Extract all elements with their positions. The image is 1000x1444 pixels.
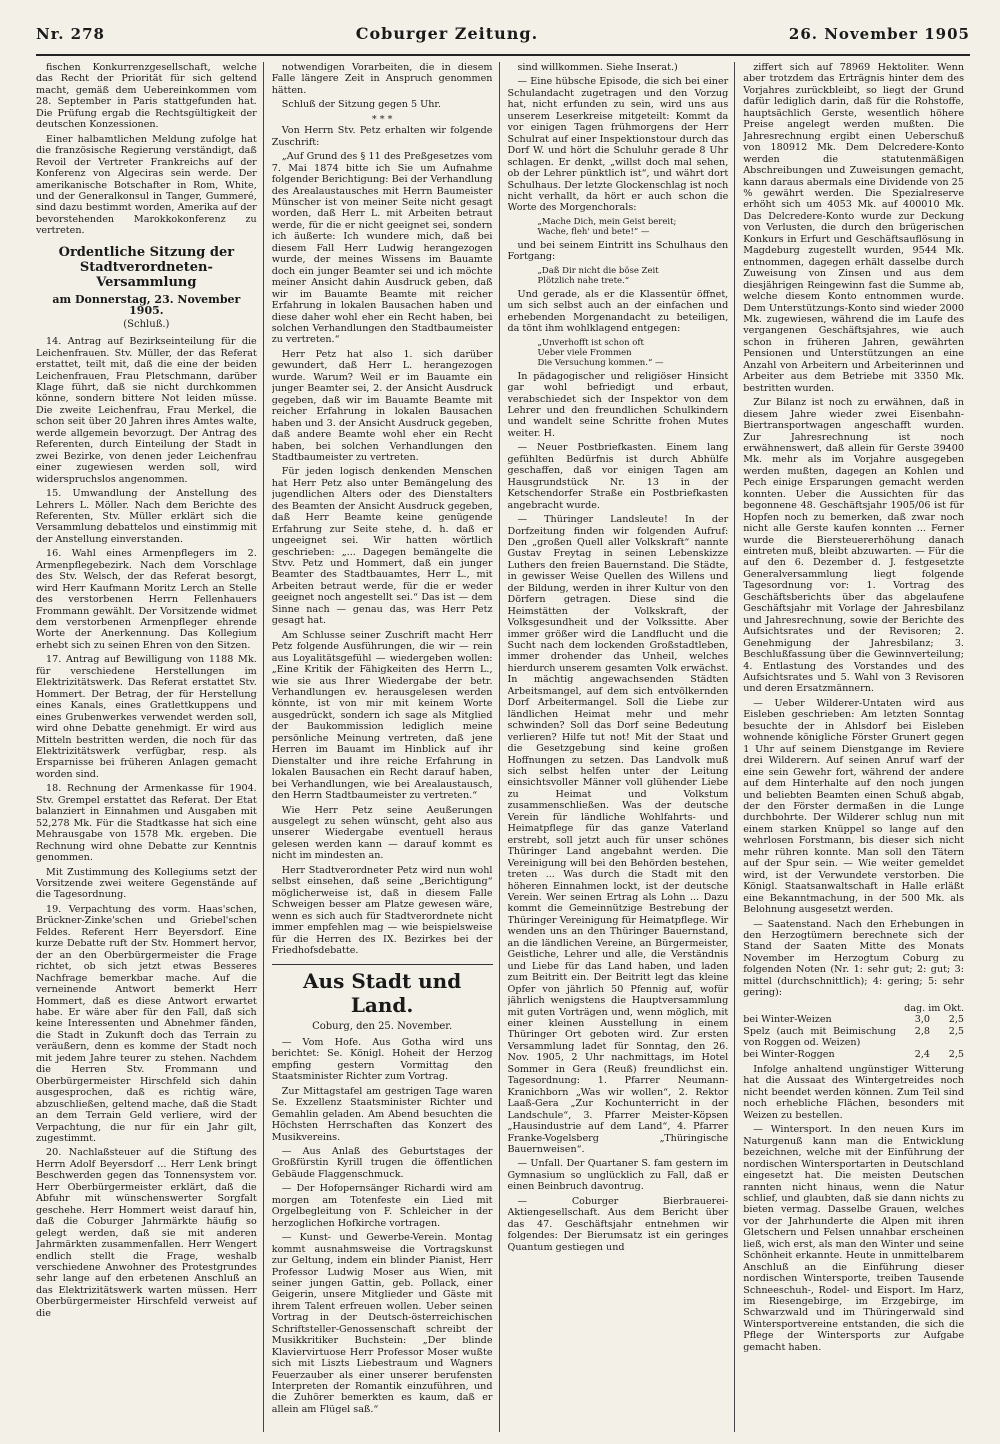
paragraph: Von Herrn Stv. Petz erhalten wir folgende Zuschrift: [271, 125, 493, 148]
poem-verse [538, 338, 729, 368]
paragraph: — Kunst- und Gewerbe-Verein. Montag kommt ausnahmsweise die Vortragskunst zur Geltung, indem ein blinder Pianist, Herr Professor Ludwig Moser aus Wien, mit seiner jungen Gattin, geb. Pollack, einer Geigerin, unsere Mitglieder und Gäste mit ihrem Talent erfreuen wollen. Ueber seinen Vortrag in der Deutsch-österreichischen Schriftsteller-Genossenschaft schreibt der Musikkritiker Buchstein: „Der blinde Klaviervirtuose Herr Professor Moser wußte sich mit Liszts Liebestraum und Wagners Feuerzauber als einer unserer berufensten Interpreten der Romantik einzuführen, und die Zuhörer bemerkten es kaum, daß er allein am Flügel saß.“ [271, 1232, 493, 1415]
paragraph: Wie Herr Petz seine Aeußerungen ausgelegt zu sehen wünscht, geht also aus unserer Wiedergabe eventuell heraus gelesen werden kann — darauf kommt es nicht im mindesten an. [271, 804, 493, 862]
column-1 [36, 62, 264, 1432]
poem-line: „Unverhofft ist schon oft [537, 337, 644, 348]
table-row [743, 1026, 964, 1049]
paragraph: „Auf Grund des § 11 des Preßgesetzes vom 7. Mai 1874 bitte ich Sie um Aufnahme folgender Berichtigung: Bei der Verhandlung des Arealaustausches mit Herrn Baumeister Münscher ist von meiner Seite nicht gesagt worden, daß Herr L. mit Arbeiten betraut werde, für die er nicht geeignet sei, sondern ich äußerte: Ich wundere mich, daß bei diesem Fall Herr Ludwig herangezogen wurde, der meines Wissens im Bauamte doch ein junger Beamter sei und ich möchte meiner Ansicht dahin Ausdruck geben, daß wir im Bauamte Beamte mit reicher Erfahrung in lokalen Bausachen haben und diese daher wohl eher ein Recht haben, bei solchen Verhandlungen den Stadtbaumeister zu vertreten.“ [271, 151, 493, 346]
paragraph: — Coburger Bierbrauerei-Aktiengesellschaft. Aus dem Bericht über das 47. Geschäftsjahr entnehmen wir folgendes: Der Bierumsatz ist ein geringes Quantum gestiegen und [507, 1195, 729, 1253]
paragraph: Am Schlusse seiner Zuschrift macht Herr Petz folgende Ausführungen, die wir — rein aus Loyalitätsgefühl — wiedergeben wollen: „Eine Kritik der Fähigkeiten des Herrn L., wie sie aus Ihrer Wiedergabe der betr. Verhandlungen ev. herausgelesen werden könnte, ist von mir mit keinem Worte ausgedrückt, sondern ich sage als Mitglied der Baukommission lediglich meine persönliche Meinung vertreten, daß jene Herren im Bauamt im Hinblick auf ihr Dienstalter und ihre reiche Erfahrung in lokalen Bausachen ein Recht darauf haben, bei Verhandlungen, wie bei Arealaustausch, den Herrn Stadtbaumeister zu vertreten.“ [271, 629, 493, 802]
meeting-title: Ordentliche Sitzung der Stadtverordneten-Versammlung [58, 244, 235, 290]
paragraph: — Wintersport. In den neuen Kurs im Naturgenuß kann man die Entwicklung bezeichnen, welche mit der Einführung der nordischen Wintersportarten in Deutschland eingesetzt hat. Die meisten Deutschen rannten nicht hinaus, wenn die Natur schlief, und glaubten, daß sie dann nichts zu bieten vermag. Dasselbe Grauen, welches vor der Jahrhunderte die Alpen mit ihren Gletschern und Felsen unnahbar erscheinen ließ, wich erst, als man den Winter und seine Schönheit erkannte. Heute in unmittelbarem Anschluß an die Einführung dieser nordischen Wintersporte, treiben Tausende Schneeschuh-, Rodel- und Eisport. Im Harz, im Riesengebirge, im Erzgebirge, im Schwarzwald und im Thüringerwald sind Wintersportvereine entstanden, die sich die Pflege der Wintersports zur Aufgabe gemacht haben. [743, 1124, 964, 1353]
paragraph: und bei seinem Eintritt ins Schulhaus den Fortgang: [507, 239, 729, 263]
crop-table-header [743, 1003, 964, 1014]
paragraph: Schluß der Sitzung gegen 5 Uhr. [281, 99, 441, 111]
paragraph: 17. Antrag auf Bewilligung von 1188 Mk. für verschiedene Herstellungen im Elektrizitätswerk. Das Referat erstattet Stv. Hommert. Der Betrag, der für Herstellung eines Kanals, eines Gratlettkuppens und eines Grubenwerkes verwendet werden soll, wird ohne Debatte genehmigt. Er wird aus Mitteln bestritten werden, die noch für das Elektrizitätswerk verfügbar, resp. als Ersparnisse bei früheren Anlagen gemacht worden sind. [36, 654, 257, 780]
row-okt: 2,5 [948, 1014, 964, 1026]
paragraph: notwendigen Vorarbeiten, die in diesem Falle längere Zeit in Anspruch genommen hätten. [271, 62, 493, 96]
paragraph: sind willkommen. Siehe Inserat.) [517, 62, 678, 73]
row-note: 3,0 [914, 1014, 930, 1026]
paragraph: 20. Nachlaßsteuer auf die Stiftung des Herrn Adolf Beyersdorf ... Herr Lenk bringt Beschwerden gegen das Tonnensystem vor. Herr Oberbürgermeister erklärt, daß die Abfuhr mit wünschenswerter Sorgfalt geschehe. Herr Hommert weist darauf hin, daß die Coburger Jahrmärkte häufig so gelegt werden, daß sie mit anderen Jahrmärkten zusammenfallen. Herr Wengert endlich stellt die Frage, weshalb verschiedene Anwohner des Protestgrundes sehr lange auf den erbetenen Anschluß an das Elektrizitätswerk warten müssen. Herr Oberbürgermeister Hirschfeld verweist auf die [36, 1147, 257, 1319]
poem-line: Die Versuchung kommen.“ — [537, 357, 664, 368]
poem-line: Ueber viele Frommen [537, 347, 632, 358]
table-row [743, 1014, 964, 1025]
row-label: bei Winter-Weizen [743, 1014, 832, 1026]
newspaper-title: Coburger Zeitung. [355, 24, 539, 43]
meeting-date: am Donnerstag, 23. November 1905. [52, 292, 241, 318]
row-note: 2,8 [914, 1025, 930, 1037]
poem-line: „Mache Dich, mein Geist bereit; [537, 216, 677, 227]
paragraph: 19. Verpachtung des vorm. Haas'schen, Brückner-Zinke'schen und Griebel'schen Feldes. Referent Herr Beyersdorf. Eine kurze Debatte ruft der Stv. Hommert hervor, der an den Oberbürgermeister die Frage richtet, ob sich jetzt etwas Besseres Nachfrage bemerkbar mache. Auf die verneinende Antwort bemerkt Herr Hommert, daß es diese Antwort erwartet habe. Er wäre aber für den Fall, daß sich keine Interessenten und Abnehmer fänden, die Stadt in Zukunft doch das Terrain zu veräußern, denn es komme der Stadt noch mit jedem Jahre teurer zu stehen. Nachdem die Herren Stv. Frommann und Oberbürgermeister Hirschfeld sich dahin ausgesprochen, daß es richtig wäre, abzuschließen, geltend mache, daß die Stadt an dem Terrain Geld verliere, wird der Verpachtung, die nur für ein Jahr gilt, zugestimmt. [36, 903, 257, 1144]
table-head: dag. im Okt. [904, 1002, 964, 1014]
paragraph: Infolge anhaltend ungünstiger Witterung hat die Aussaat des Wintergetreides noch nicht beendet werden können. Zum Teil sind noch erhebliche Flächen, besonders mit Weizen zu bestellen. [743, 1063, 964, 1121]
poem-line: Wache, fleh' und bete!“ — [537, 226, 650, 237]
paragraph: 14. Antrag auf Bezirkseinteilung für die Leichenfrauen. Stv. Müller, der das Referat erstattet, teilt mit, daß die eine der beiden Leichenfrauen, Frau Pletschmann, darüber Klage führt, daß sie nicht durchkommen könne, sondern bittere Not leiden müsse. Die zweite Leichenfrau, Frau Merkel, die schon seit über 20 Jahren ihres Amtes walte, werde allgemein bevorzugt. Der Antrag des Referenten, durch Einteilung der Stadt in zwei Bezirke, von denen jeder Leichenfrau einer zugewiesen werden soll, wird widerspruchslos angenommen. [36, 336, 257, 485]
row-label: bei Winter-Roggen [743, 1048, 835, 1060]
columns [36, 62, 970, 1432]
paragraph: — Unfall. Der Quartaner S. fam gestern im Gymnasium so unglücklich zu Fall, daß er einen Beinbruch davontrug. [507, 1158, 729, 1193]
separator-stars: * * * [371, 113, 393, 125]
paragraph: — Der Hofopernsänger Richardi wird am morgen am Totenfeste ein Lied mit Orgelbegleitung von F. Schleicher in der herzoglichen Hofkirche vortragen. [271, 1183, 493, 1229]
poem-line: „Daß Dir nicht die böse Zeit [537, 265, 659, 276]
paragraph: Mit Zustimmung des Kollegiums setzt der Vorsitzende zwei weitere Gegenstände auf die Tagesordnung. [36, 866, 257, 901]
row-okt: 2,5 [948, 1048, 964, 1060]
paragraph: Für jeden logisch denkenden Menschen hat Herr Petz also unter Bemängelung des jugendlichen Alters oder des Dienstalters des Beamten der Ansicht Ausdruck gegeben, daß Herr Beamte keine genügende Erfahrung zur Seite stehe, d. h. daß er ungeeignet sei. Wir hatten wörtlich geschrieben: „... Dagegen bemängelte die Stvv. Petz und Hommert, daß ein junger Beamter des Stadtbauamtes, Herr L., mit Arbeiten betraut werde, für die er weder geeignet noch angestellt sei.“ Das ist — dem Sinne nach — genau das, was Herr Petz gesagt hat. [271, 466, 493, 627]
paragraph: — Saatenstand. Nach den Erhebungen in den Herzogtümern berechnete sich der Stand der Saaten Mitte des Monats November im Herzogtum Coburg zu folgenden Noten (Nr. 1: sehr gut; 2: gut; 3: mittel (durchschnittlich); 4: gering; 5: sehr gering): [743, 918, 964, 999]
paragraph: ziffert sich auf 78969 Hektoliter. Wenn aber trotzdem das Erträgnis hinter dem des Vorjahres zurückbleibt, so liegt der Grund dafür lediglich darin, daß für die Rohstoffe, hauptsächlich Gerste, wesentlich höhere Preise angelegt werden mußten. Die Jahresrechnung ergibt einen Ueberschuß von 180912 Mk. Dem Delcredere-Konto werden die statutenmäßigen Abschreibungen und Zuweisungen gemacht, kann daraus abermals eine Dividende von 25 % gewährt werden. Die Spezialreserve erhöht sich um 4053 Mk. auf 400010 Mk. Das Delcredere-Konto wurde zur Deckung von Verlusten, die durch den brügerischen Konkurs in Erfurt und Geschäftsauflösung in Magdeburg zugestellt wurden, 9544 Mk. entnommen, dagegen erhält dasselbe durch Zuweisung von Zinsen und aus dem diesjährigen Reingewinn fast die Summe ab, welche diesem Konto entnommen wurde. Dem Unterstützungs-Konto sind wieder 2000 Mk. zugewiesen, während die im Laufe des vergangenen Geschäftsjahres, wie auch schon in früheren Jahren, gewährten Pensionen und Unterstützungen an eine Anzahl von Arbeitern und Arbeiterinnen und Arbeiter aus dem Betriebe mit 3350 Mk. bestritten wurden. [743, 62, 964, 394]
row-label: Spelz (auch mit Beimischung von Roggen od. Weizen) [743, 1025, 896, 1049]
column-4 [743, 62, 970, 1432]
poem-verse [538, 266, 729, 286]
issue-date: 26. November 1905 [788, 25, 970, 43]
crop-table [743, 1003, 964, 1060]
column-2 [272, 62, 500, 1432]
paragraph: Herr Stadtverordneter Petz wird nun wohl selbst einsehen, daß seine „Berichtigung“ möglicherweise ist, daß in diesem Falle Schweigen besser am Platze gewesen wäre, wenn es sich auch für Stadtverordnete nicht immer empfehlen mag — wie beispielsweise für die Herren des IX. Bezirkes bei der Friedhofsdebatte. [271, 864, 493, 956]
paragraph: Zur Bilanz ist noch zu erwähnen, daß in diesem Jahre wieder zwei Eisenbahn-Biertransportwagen angeschafft wurden. Zur Jahresrechnung ist noch erwähnenswert, daß allein für Gerste 39400 Mk. mehr als im Vorjahre ausgegeben werden mußten, dagegen an Kohlen und Pech einige Ersparungen gemacht werden konnten. Ueber die Aussichten für das begonnene 48. Geschäftsjahr 1905/06 ist für Hopfen noch zu bemerken, daß zwar noch nicht alle Gerste kaufen konnten ... Ferner wurde die Biersteuererhöhung danach eintreten muß, bleibt abzuwarten. — Für die auf den 6. Dezember d. J. festgesetzte Generalversammlung liegt folgende Tagesordnung vor: 1. Vortrag des Geschäftsberichts über das abgelaufene Geschäftsjahr mit Vorlage der Jahresbilanz und Jahresrechnung, sowie der Berichte des Aufsichtsrates und der Revisoren; 2. Genehmigung der Jahresbilanz; 3. Beschlußfassung über die Gewinnverteilung; 4. Entlastung des Vorstandes und des Aufsichtsrates und 5. Wahl von 3 Revisoren und deren Ersatzmännern. [743, 397, 964, 695]
issue-number: Nr. 278 [36, 25, 105, 43]
paragraph: 15. Umwandlung der Anstellung des Lehrers L. Möller. Nach dem Berichte des Referenten, Stv. Müller erklärt sich die Versammlung debattelos und einstimmig mit der Anstellung einverstanden. [36, 488, 257, 545]
paragraph: Einer halbamtlichen Meldung zufolge hat die französische Regierung verständigt, daß Revoil der Vertreter Frankreichs auf der Konferenz von Algeciras sein werde. Der amerikanische Botschafter in Rom, White, und der Generalkonsul in Tanger, Gummeré, sind dazu bestimmt worden, Amerika auf der bevorstehenden Marokkokonferenz zu vertreten. [36, 133, 257, 237]
paragraph: 18. Rechnung der Armenkasse für 1904. Stv. Grempel erstattet das Referat. Der Etat balanziert in Einnahmen und Ausgaben mit 52,278 Mk. Für die Stadtkasse hat sich eine Mehrausgabe von 1578 Mk. ergeben. Die Rechnung wird ohne Debatte zur Kenntnis genommen. [36, 783, 257, 864]
paragraph: Zur Mittagstafel am gestrigen Tage waren Se. Exzellenz Staatsminister Richter und Gemahlin geladen. Am Abend besuchten die Höchsten Herrschaften das Konzert des Musikvereins. [271, 1085, 493, 1143]
paragraph: Und gerade, als er die Klassentür öffnet, um sich selbst auch an der einfachen und erhebenden Morgenandacht zu beteiligen, da tönt ihm wohlklagend entgegen: [507, 288, 729, 335]
paragraph: — Thüringer Landsleute! In der Dorfzeitung finden wir folgenden Aufruf: Den „großen Quell aller Volkskraft“ nannte Gustav Freytag in seinen Lebenskizze Luthers den freien Bauernstand. Die Städte, in gewisser Weise Quellen des Willens und der Bildung, werden in ihrer Kultur von den Dörfern getragen. Diese sind die Heimstätten der Volkskraft, der Volksgesundheit und der Volkssitte. Aber immer größer wird die Landflucht und die Sucht nach dem lockenden Großstadtleben, immer drohender das Unheil, welches hierdurch unserem gesamten Volk erwächst. In mächtig angewachsenden Städten Arbeitsmangel, auf dem sich entvölkernden Dorf Arbeitermangel. Soll die Liebe zur ländlichen Heimat mehr und mehr schwinden? Soll das Dorf seine Bedeutung verlieren? Hilfe tut not! Mit der Staat und die Gesetzgebung sind keine großen Hoffnungen zu setzen. Das Landvolk muß sich selbst helfen unter der Leitung einsichtsvoller Männer voll glühender Liebe zu Heimat und Volkstum zusammenschließen. Was der deutsche Verein für ländliche Wohlfahrts- und Heimatpflege für das ganze Vaterland erstrebt, soll jetzt auch für unser schönes Thüringer Land angebahnt werden. Die Vereinigung will bei den Behörden bestehen, treten ... Was durch die Stadt mit den höheren Einnahmen lockt, ist der deutsche Verein. Wer seinen Ertrag als Lohn ... Dazu kommt die Gemeinnützige Bestrebung der Thüringer Vereinigung für Heimatpflege. Wir wenden uns an den Thüringer Bauernstand, an die ländlichen Vereine, an Bürgermeister, Geistliche, Lehrer und alle, die Verständnis und Liebe für das Land haben, und laden zum Beitritt ein. Der Beitritt legt das kleine Opfer von jährlich 50 Pfennig auf, wofür jährlich wenigstens die Hauptversammlung mit guten Vorträgen und, wenn möglich, mit einer kleinen Ausstellung in einem Thüringer Ort geboten wird. Zur ersten Versammlung ladet für Sonntag, den 26. Nov. 1905, 2 Uhr nachmittags, im Hotel Sommer in Gera (Reuß) freundlichst ein. Tagesordnung: 1. Pfarrer Neumann-Kranichborn „Was wir wollen“, 2. Rektor Laaß-Gera „Zur Kochunterricht in der Landschule“, 3. Pfarrer Meister-Köpsen „Hausindustrie auf dem Land“, 4. Pfarrer Franke-Vogelsberg „Thüringische Bauernweisen“. [507, 514, 729, 1155]
table-row [743, 1049, 964, 1060]
column-3 [508, 62, 736, 1432]
paragraph: — Eine hübsche Episode, die sich bei einer Schulandacht zugetragen und den Vorzug hat, nicht erfunden zu sein, wird uns aus unserem Leserkreise mitgeteilt: Kommt da vor einigen Tagen frühmorgens der Herr Schulrat auf einer Inspektionstour durch das Dorf W. und hört die Schuluhr gerade 8 Uhr schlagen. Er denkt, „willst doch mal sehen, ob der Lehrer pünktlich ist“, und währt dort Schulhaus. Der letzte Glockenschlag ist noch nicht verhallt, da hört er auch schon die Worte des Morgenchorals: [507, 76, 729, 214]
paragraph: In pädagogischer und religiöser Hinsicht gar wohl befriedigt und erbaut, verabschiedet sich der Inspektor von dem Lehrer und den freundlichen Schulkindern und wandelt seine Schritte frohen Mutes weiter. H. [507, 370, 729, 439]
meeting-heading [36, 245, 257, 330]
row-note: 2,4 [914, 1048, 930, 1060]
section-title: Aus Stadt und Land. [272, 964, 493, 1017]
paragraph: 16. Wahl eines Armenpflegers im 2. Armenpflegebezirk. Nach dem Vorschlage des Stv. Welsch, der das Referat besorgt, wird Herr Kaufmann Moritz Lerch an Stelle des verstorbenen Herrn Fellenhauers Frommann gewählt. Der Vorsitzende widmet dem verstorbenen Armenpfleger ehrende Worte der Anerkennung. Das Kollegium erhebt sich zu seinen Ehren von den Sitzen. [36, 548, 257, 651]
poem-verse [538, 217, 729, 237]
masthead [36, 24, 970, 56]
row-okt: 2,5 [948, 1025, 964, 1037]
paragraph: — Neuer Postbriefkasten. Einem lang gefühlten Bedürfnis ist durch Abhülfe geschaffen, daß vor einigen Tagen am Hausgrundstück Nr. 13 in der Ketschendorfer Straße ein Postbriefkasten angebracht wurde. [507, 442, 729, 511]
paragraph: — Vom Hofe. Aus Gotha wird uns berichtet: Se. Königl. Hoheit der Herzog empfing gestern Vormittag den Staatsminister Richter zum Vortrag. [271, 1036, 493, 1083]
dateline: Coburg, den 25. November. [312, 1021, 453, 1033]
paragraph: — Ueber Wilderer-Untaten wird aus Eisleben geschrieben: Am letzten Sonntag besuchte der in Ahlsdorf bei Eisleben wohnende königliche Förster Grunert gegen 1 Uhr auf seinem Dienstgange im Reviere drei Wilderern. Auf seinen Anruf warf der eine sein Gewehr fort, während der andere auf dem Hinterhalte auf den noch jungen und beliebten Beamten einen Schuß abgab, der den Förster dermaßen in die Lunge durchbohrte. Der Wilderer schlug nun mit einem starken Knüppel so lange auf den wehrlosen Forstmann, bis dieser sich nicht mehr rühren konnte. Man soll den Tätern auf der Spur sein. — Wie weiter gemeldet wird, ist der Verwundete verstorben. Die Königl. Staatsanwaltschaft in Halle erläßt eine Bekanntmachung, in der 500 Mk. als Belohnung ausgesetzt werden. [743, 697, 964, 916]
paragraph: Herr Petz hat also 1. sich darüber gewundert, daß Herr L. herangezogen wurde. Warum? Weil er im Bauamte ein junger Beamter sei, 2. der Ansicht Ausdruck gegeben, daß wir im Bauamte Beamte mit reicher Erfahrung in lokalen Bausachen haben und 3. der Ansicht Ausdruck gegeben, daß andere Beamte wohl eher ein Recht haben, bei solchen Verhandlungen den Stadtbaumeister zu vertreten. [271, 348, 493, 463]
paragraph: fischen Konkurrenzgesellschaft, welche das Recht der Priorität für sich geltend macht, gemäß dem Uebereinkommen vom 28. September in Paris stattgefunden hat. Die Prüfung ergab die Rechtsgültigkeit der deutschen Konzessionen. [36, 62, 257, 131]
paragraph: — Aus Anlaß des Geburtstages der Großfürstin Kyrill trugen die öffentlichen Gebäude Flaggenschmuck. [271, 1145, 493, 1180]
meeting-sub: (Schluß.) [123, 318, 170, 330]
poem-line: Plötzlich nahe trete.“ [537, 275, 630, 286]
